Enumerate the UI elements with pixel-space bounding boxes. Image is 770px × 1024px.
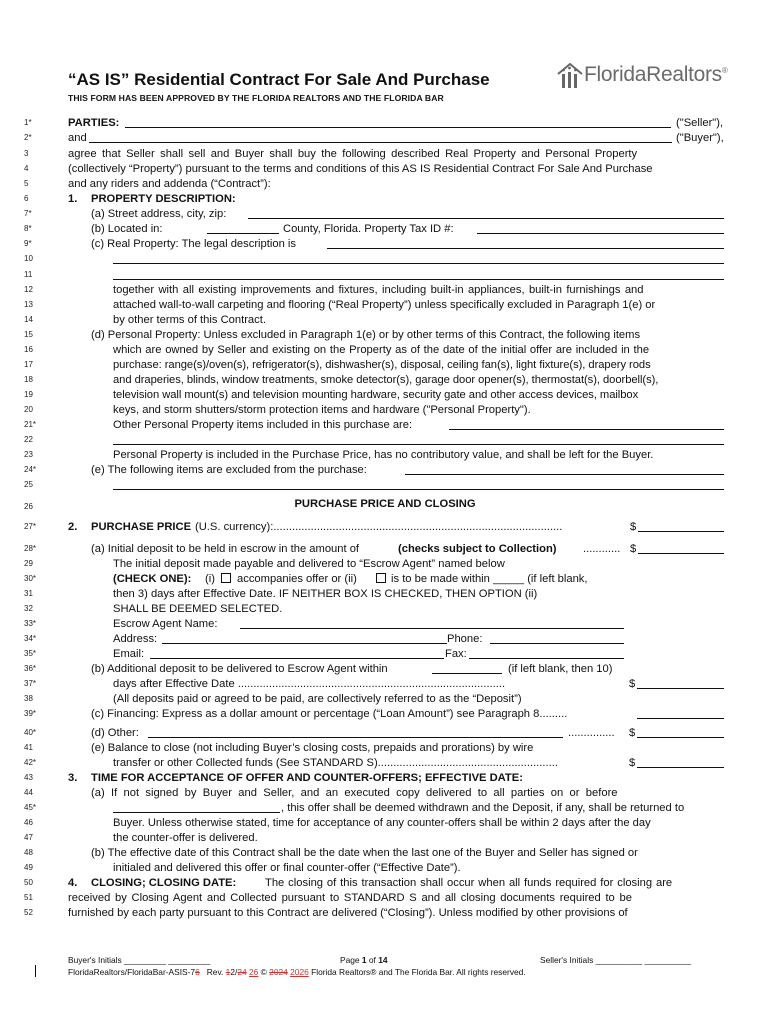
legal-description-field[interactable] <box>327 237 724 249</box>
and-label: and <box>68 132 87 144</box>
option-i-label: (i) <box>205 573 215 585</box>
line-number: 36* <box>24 664 37 673</box>
line-number: 3 <box>24 149 29 158</box>
line-number: 28* <box>24 544 37 553</box>
additional-deposit-days-field[interactable] <box>432 662 502 674</box>
paragraph-text: Buyer. Unless otherwise stated, time for acceptance of any counter-offers shall be within 2 days after the day <box>113 817 651 829</box>
section-heading-purchase-price-and-closing: PURCHASE PRICE AND CLOSING <box>294 498 476 510</box>
paragraph-text: Other Personal Property items included in this purchase are: <box>113 419 413 431</box>
paragraph-text: and draperies, blinds, window treatments, smoke detector(s), garage door opener(s), thermostat(s), doorbell(s), <box>113 374 659 386</box>
line-number: 52 <box>24 908 33 917</box>
paragraph-text: (collectively “Property”) pursuant to the terms and conditions of this AS IS Residential Contract For Sale And Purchase <box>68 163 653 175</box>
form-revision-footer: FloridaRealtors/FloridaBar-ASIS-76 Rev. 12/24 26 © 2024 2026 Florida Realtors® and The Florida Bar. All rights reserved. <box>68 967 526 977</box>
line-number: 24* <box>24 465 37 474</box>
paragraph-text: television wall mount(s) and television mounting hardware, security gate and other access devices, mailbox <box>113 389 639 401</box>
line-number: 4 <box>24 164 29 173</box>
section-number: 1. <box>68 193 78 205</box>
paragraph-text: (d) Personal Property: Unless excluded in Paragraph 1(e) or by other terms of this Contract, the following items <box>91 329 641 341</box>
line-number: 30* <box>24 574 37 583</box>
paragraph-text: Fax: <box>445 648 467 660</box>
excluded-items-field[interactable] <box>405 463 724 475</box>
line-number: 2* <box>24 133 32 142</box>
parties-label: PARTIES: <box>68 117 120 129</box>
dollar-sign: $ <box>629 757 636 769</box>
paragraph-text: (if left blank, then 10) <box>508 663 613 675</box>
line-number: 26 <box>24 502 33 511</box>
paragraph-text: (U.S. currency):............................................................................................. <box>195 521 563 533</box>
paragraph-text: County, Florida. Property Tax ID #: <box>283 223 454 235</box>
tax-id-field[interactable] <box>477 222 724 234</box>
loan-amount-field[interactable] <box>637 707 724 719</box>
paragraph-text: accompanies offer or (ii) <box>237 573 357 585</box>
accompanies-offer-checkbox[interactable] <box>221 573 231 583</box>
paragraph-text: the counter-offer is delivered. <box>113 832 258 844</box>
line-number: 27* <box>24 522 37 531</box>
line-number: 42* <box>24 758 37 767</box>
dollar-sign: $ <box>629 727 636 739</box>
offer-deadline-field[interactable] <box>113 801 280 813</box>
paragraph-text: (e) Balance to close (not including Buyer’s closing costs, prepaids and prorations) by wire <box>91 742 534 754</box>
paragraph-text: days after Effective Date ...................................................................................... <box>113 678 506 690</box>
dot-leader: ............ <box>583 543 621 555</box>
line-number: 5 <box>24 179 29 188</box>
paragraph-text: (c) Real Property: The legal description is <box>91 238 296 250</box>
line-number: 41 <box>24 743 33 752</box>
paragraph-text: then 3) days after Effective Date. IF NEITHER BOX IS CHECKED, THEN OPTION (ii) <box>113 588 538 600</box>
line-number: 47 <box>24 833 33 842</box>
line-number: 45* <box>24 803 37 812</box>
line-number: 9* <box>24 239 32 248</box>
paragraph-text: Personal Property is included in the Purchase Price, has no contributory value, and shall be left for the Buyer. <box>113 449 654 461</box>
legal-description-field-3[interactable] <box>113 268 724 280</box>
excluded-items-field-2[interactable] <box>113 478 724 490</box>
buyer-name-field[interactable] <box>89 131 672 143</box>
purchase-price-field[interactable] <box>638 520 724 532</box>
line-number: 50 <box>24 878 33 887</box>
page-indicator: Page 1 of 14 <box>340 955 388 965</box>
page-title: “AS IS” Residential Contract For Sale And Purchase <box>68 70 490 89</box>
paragraph-text: which are owned by Seller and existing on the Property as of the date of the initial offer are included in the <box>113 344 650 356</box>
section-heading: TIME FOR ACCEPTANCE OF OFFER AND COUNTER-OFFERS; EFFECTIVE DATE: <box>91 772 523 784</box>
escrow-address-field[interactable] <box>162 632 447 644</box>
logo-text: FloridaRealtors® <box>584 63 728 86</box>
paragraph-text: (d) Other: <box>91 727 139 739</box>
check-one-label: (CHECK ONE): <box>113 573 192 585</box>
line-number: 43 <box>24 773 33 782</box>
dot-leader: ............... <box>568 727 615 739</box>
section-number: 4. <box>68 877 78 889</box>
line-number: 48 <box>24 848 33 857</box>
line-number: 33* <box>24 619 37 628</box>
paragraph-text: Address: <box>113 633 158 645</box>
contract-line-2 <box>0 131 770 146</box>
revision-bar <box>35 965 36 977</box>
paragraph-text: (c) Financing: Express as a dollar amount or percentage (“Loan Amount”) see Paragraph 8......... <box>91 708 568 720</box>
balance-to-close-field[interactable] <box>637 756 724 768</box>
street-address-field[interactable] <box>248 207 724 219</box>
line-number: 29 <box>24 559 33 568</box>
line-number: 40* <box>24 728 37 737</box>
paragraph-text: received by Closing Agent and Collected pursuant to STANDARD S and all closing documents required to be <box>68 892 632 904</box>
initial-deposit-field[interactable] <box>638 542 724 554</box>
buyer-label: ("Buyer"), <box>676 132 724 144</box>
line-number: 21* <box>24 420 37 429</box>
line-number: 11 <box>24 270 33 279</box>
section-number: 3. <box>68 772 78 784</box>
section-number: 2. <box>68 521 78 533</box>
paragraph-text: (a) Street address, city, zip: <box>91 208 227 220</box>
paragraph-text: (a) Initial deposit to be held in escrow in the amount of <box>91 543 360 555</box>
paragraph-text: (b) Additional deposit to be delivered to Escrow Agent within <box>91 663 388 675</box>
line-number: 51 <box>24 893 33 902</box>
line-number: 37* <box>24 679 37 688</box>
paragraph-text: SHALL BE DEEMED SELECTED. <box>113 603 283 615</box>
paragraph-text: (e) The following items are excluded from the purchase: <box>91 464 367 476</box>
line-number: 22 <box>24 435 33 444</box>
line-number: 16 <box>24 345 33 354</box>
page-subtitle: THIS FORM HAS BEEN APPROVED BY THE FLORIDA REALTORS AND THE FLORIDA BAR <box>68 93 444 103</box>
paragraph-text: (All deposits paid or agreed to be paid, are collectively referred to as the “Deposit”) <box>113 693 522 705</box>
seller-label: ("Seller"), <box>676 117 724 129</box>
buyer-initials[interactable]: Buyer's Initials _________ _________ <box>68 955 211 965</box>
escrow-phone-field[interactable] <box>490 632 624 644</box>
paragraph-text: (b) The effective date of this Contract shall be the date when the last one of the Buyer and Seller has signed or <box>91 847 638 859</box>
line-number: 6 <box>24 194 29 203</box>
within-days-checkbox[interactable] <box>376 573 386 583</box>
paragraph-text: purchase: range(s)/oven(s), refrigerator(s), dishwasher(s), disposal, ceiling fan(s), light fixture(s), drapery rods <box>113 359 651 371</box>
line-number: 13 <box>24 300 33 309</box>
house-icon <box>556 60 584 90</box>
section-heading: PURCHASE PRICE <box>91 521 192 533</box>
line-number: 10 <box>24 254 33 263</box>
paragraph-text: (a) If not signed by Buyer and Seller, and an executed copy delivered to all parties on or before <box>91 787 618 799</box>
paragraph-text: together with all existing improvements and fixtures, including built-in appliances, built-in furnishings and <box>113 284 644 296</box>
paragraph-text: The closing of this transaction shall occur when all funds required for closing are <box>265 877 673 889</box>
line-number: 46 <box>24 818 33 827</box>
line-number: 44 <box>24 788 33 797</box>
escrow-fax-field[interactable] <box>469 647 624 659</box>
dollar-sign: $ <box>630 521 637 533</box>
line-number: 25 <box>24 480 33 489</box>
line-number: 8* <box>24 224 32 233</box>
line-number: 1* <box>24 118 32 127</box>
paragraph-text: is to be made within _____ (if left blank, <box>391 573 588 585</box>
paragraph-text: Phone: <box>447 633 483 645</box>
paragraph-text: keys, and storm shutters/storm protection items and hardware ("Personal Property"). <box>113 404 531 416</box>
other-amount-description-field[interactable] <box>148 726 563 738</box>
line-number: 23 <box>24 450 33 459</box>
line-number: 15 <box>24 330 33 339</box>
line-number: 31 <box>24 589 33 598</box>
line-number: 18 <box>24 375 33 384</box>
dollar-sign: $ <box>630 543 637 555</box>
contract-line-1 <box>0 116 770 131</box>
line-number: 20 <box>24 405 33 414</box>
paragraph-text: (b) Located in: <box>91 223 163 235</box>
other-amount-field[interactable] <box>637 726 724 738</box>
paragraph-text: (checks subject to Collection) <box>398 543 557 555</box>
paragraph-text: , this offer shall be deemed withdrawn and the Deposit, if any, shall be returned to <box>281 802 685 814</box>
paragraph-text: Email: <box>113 648 145 660</box>
line-number: 35* <box>24 649 37 658</box>
line-number: 49 <box>24 863 33 872</box>
paragraph-text: furnished by each party pursuant to this Contract are delivered (“Closing”). Unless modified by other provisions of <box>68 907 628 919</box>
line-number: 32 <box>24 604 33 613</box>
paragraph-text: agree that Seller shall sell and Buyer shall buy the following described Real Property and Personal Property <box>68 148 638 160</box>
county-field[interactable] <box>207 222 279 234</box>
seller-name-field[interactable] <box>125 116 671 128</box>
dollar-sign: $ <box>629 678 636 690</box>
paragraph-text: Escrow Agent Name: <box>113 618 218 630</box>
other-personal-property-field-2[interactable] <box>113 433 724 445</box>
other-personal-property-field[interactable] <box>449 418 724 430</box>
escrow-email-field[interactable] <box>150 647 444 659</box>
paragraph-text: The initial deposit made payable and delivered to “Escrow Agent” named below <box>113 558 505 570</box>
paragraph-text: transfer or other Collected funds (See STANDARD S).......................................................... <box>113 757 558 769</box>
paragraph-text: and any riders and addenda (“Contract”): <box>68 178 271 190</box>
paragraph-text: attached wall-to-wall carpeting and flooring (“Real Property”) unless specifically excluded in Paragraph 1(e) or <box>113 299 656 311</box>
line-number: 17 <box>24 360 33 369</box>
line-number: 14 <box>24 315 33 324</box>
line-number: 19 <box>24 390 33 399</box>
additional-deposit-field[interactable] <box>637 677 724 689</box>
section-heading: PROPERTY DESCRIPTION: <box>91 193 236 205</box>
line-number: 39* <box>24 709 37 718</box>
line-number: 34* <box>24 634 37 643</box>
legal-description-field-2[interactable] <box>113 252 724 264</box>
line-number: 38 <box>24 694 33 703</box>
line-number: 7* <box>24 209 32 218</box>
line-number: 12 <box>24 285 33 294</box>
paragraph-text: by other terms of this Contract. <box>113 314 266 326</box>
paragraph-text: initialed and delivered this offer or final counter-offer (“Effective Date”). <box>113 862 461 874</box>
escrow-agent-name-field[interactable] <box>240 617 624 629</box>
seller-initials[interactable]: Seller's Initials __________ __________ <box>540 955 692 965</box>
florida-realtors-logo <box>556 60 732 94</box>
section-heading: CLOSING; CLOSING DATE: <box>91 877 237 889</box>
